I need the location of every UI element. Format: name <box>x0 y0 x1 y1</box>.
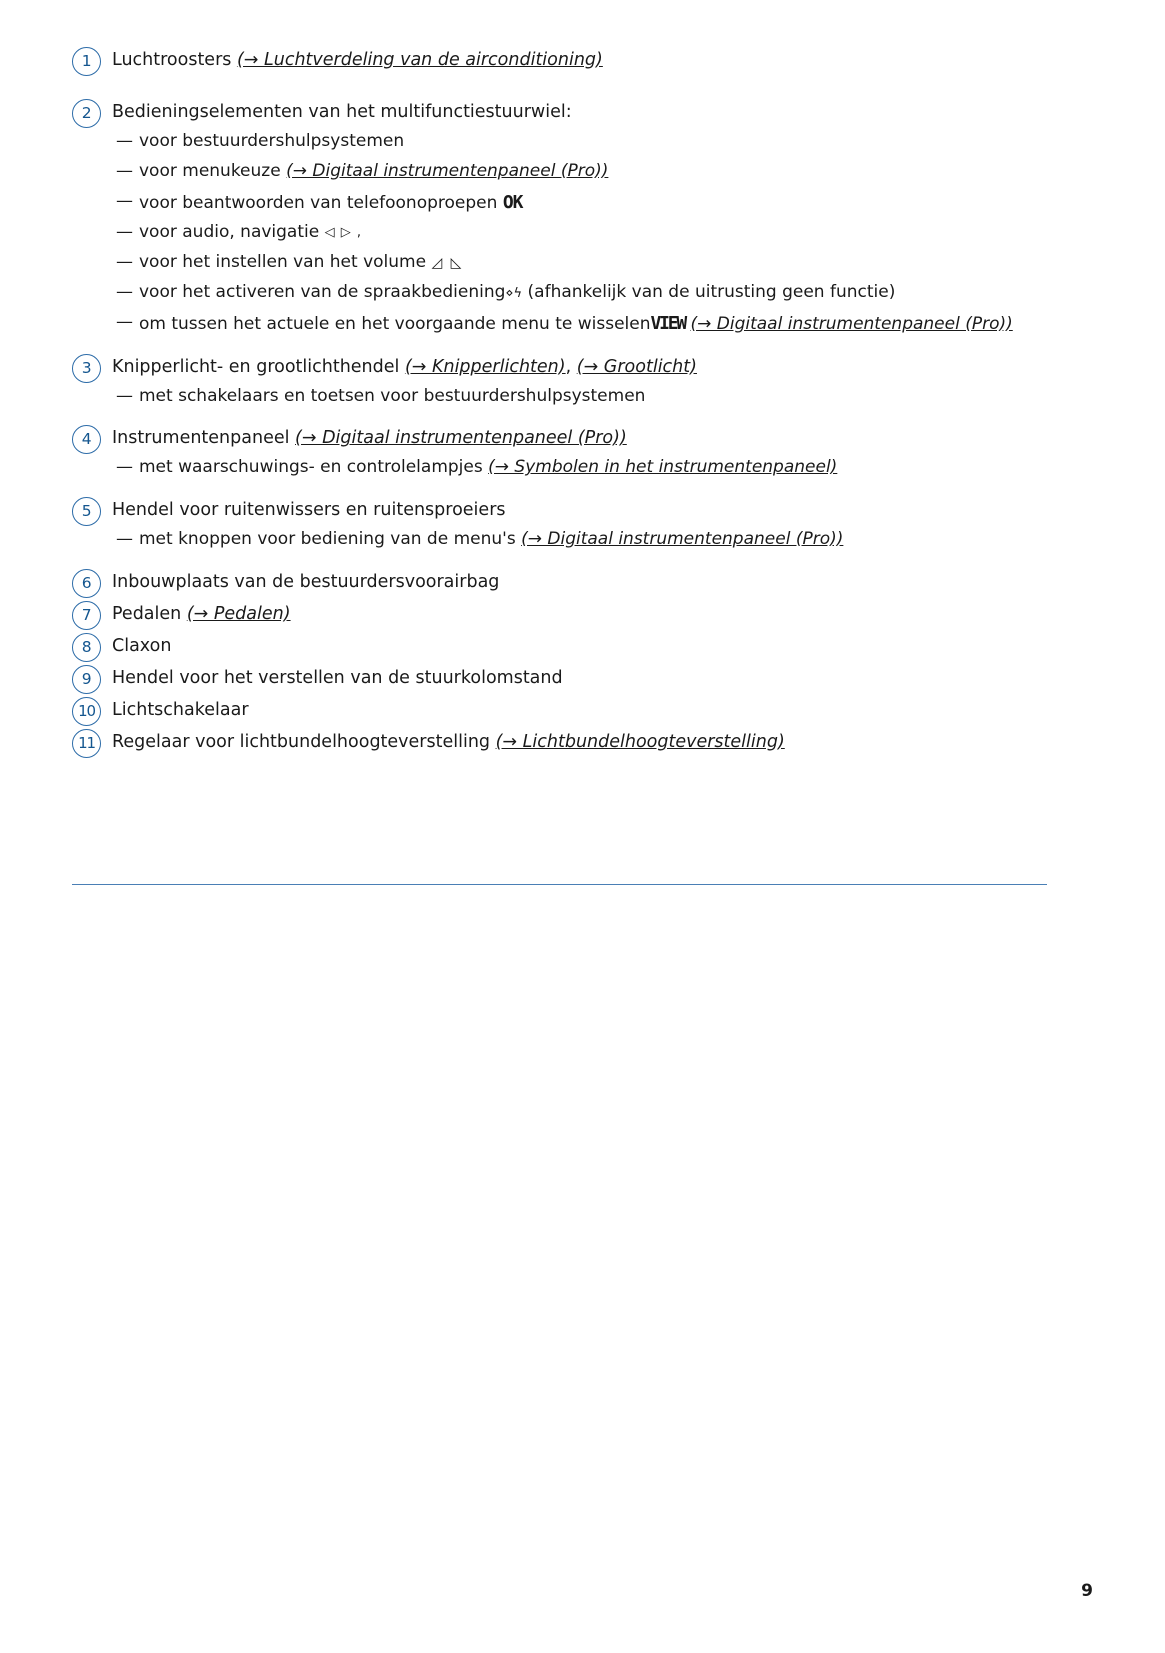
separator: , <box>565 356 577 377</box>
dash-marker: — <box>116 190 133 211</box>
list-item <box>72 496 1092 526</box>
item-number-badge: 7 <box>72 601 101 630</box>
item-number-badge: 1 <box>72 47 101 76</box>
list-item <box>72 568 1092 598</box>
sub-item <box>116 251 1092 275</box>
sub-item-text <box>139 190 523 216</box>
sub-item-text <box>139 528 843 552</box>
page-number: 9 <box>1081 1581 1093 1601</box>
item-number-badge: 4 <box>72 425 101 454</box>
sub-item-label: voor het activeren van de spraakbediening <box>139 281 506 302</box>
item-text <box>112 46 603 73</box>
sub-item-label: voor het instellen van het volume <box>139 252 432 273</box>
item-label: Hendel voor het verstellen van de stuurkolomstand <box>112 667 563 688</box>
sub-item-text <box>139 251 463 275</box>
dash-marker: — <box>116 457 133 478</box>
item-label: Bedieningselementen van het multifunctiestuurwiel: <box>112 102 572 122</box>
sub-item-text <box>139 385 645 409</box>
cross-reference-link[interactable]: (→ Digitaal instrumentenpaneel (Pro)) <box>521 529 844 550</box>
item-text <box>112 353 697 380</box>
sub-item-label: voor audio, navigatie <box>139 222 325 243</box>
sub-item <box>116 190 1092 216</box>
item-text <box>112 632 171 659</box>
item-text <box>112 728 785 755</box>
sub-item <box>116 160 1092 184</box>
cross-reference-link[interactable]: (→ Luchtverdeling van de airconditioning) <box>236 50 603 70</box>
item-number-badge: 8 <box>72 633 101 662</box>
sub-item <box>116 130 1092 154</box>
item-text <box>112 696 249 723</box>
cross-reference-link[interactable]: (→ Digitaal instrumentenpaneel (Pro)) <box>295 428 627 449</box>
dash-marker: — <box>116 311 133 332</box>
sub-item-label: met schakelaars en toetsen voor bestuurdershulpsystemen <box>139 385 646 406</box>
sub-item <box>116 456 1092 480</box>
list-item <box>72 98 1092 128</box>
cross-reference-link[interactable]: (→ Digitaal instrumentenpaneel (Pro)) <box>690 313 1013 334</box>
cross-reference-link[interactable]: (→ Lichtbundelhoogteverstelling) <box>495 731 785 752</box>
list-item <box>72 664 1092 694</box>
dash-marker: — <box>116 131 133 151</box>
sub-item <box>116 528 1092 552</box>
cross-reference-link[interactable]: (→ Symbolen in het instrumentenpaneel) <box>488 457 838 478</box>
cross-reference-link-2[interactable]: (→ Grootlicht) <box>576 356 697 377</box>
item-label: Pedalen <box>112 603 187 624</box>
ok-button-icon: OK <box>502 191 523 213</box>
item-label: Regelaar voor lichtbundelhoogteverstelling <box>112 731 496 752</box>
cross-reference-link[interactable]: (→ Knipperlichten) <box>404 356 566 377</box>
list-item <box>72 696 1092 726</box>
dash-marker: — <box>116 222 133 243</box>
sub-item-label: met knoppen voor bediening van de menu's <box>139 529 522 550</box>
sub-item-text <box>139 456 837 480</box>
item-number-badge: 11 <box>72 729 101 758</box>
sub-item <box>116 385 1092 409</box>
dash-marker: — <box>116 252 133 273</box>
track-skip-icon: ◁ ▷ , <box>324 225 363 241</box>
sub-item-label: voor menukeuze <box>139 160 287 181</box>
sub-item-text <box>139 281 895 305</box>
item-label: Luchtroosters <box>112 50 237 70</box>
cross-reference-link[interactable]: (→ Pedalen) <box>186 603 291 624</box>
item-label: Lichtschakelaar <box>112 699 249 720</box>
item-text <box>112 98 572 125</box>
sub-item-text <box>139 160 608 184</box>
sub-item <box>116 281 1092 305</box>
view-button-icon: VIEW <box>650 312 686 334</box>
item-label: Knipperlicht- en grootlichthendel <box>112 356 405 377</box>
item-number-badge: 2 <box>72 99 101 128</box>
item-number-badge: 5 <box>72 497 101 526</box>
item-number-badge: 6 <box>72 569 101 598</box>
item-label: Claxon <box>112 635 172 656</box>
footer-divider <box>72 884 1047 885</box>
list-item <box>72 600 1092 630</box>
item-text <box>112 664 563 691</box>
item-label: Hendel voor ruitenwissers en ruitensproeiers <box>112 500 506 521</box>
sub-item <box>116 311 1092 337</box>
dash-marker: — <box>116 160 133 181</box>
list-item <box>72 728 1092 758</box>
sub-item-note: (afhankelijk van de uitrusting geen functie) <box>522 281 896 302</box>
item-text <box>112 568 499 595</box>
item-number-badge: 9 <box>72 665 101 694</box>
sub-item-text <box>139 311 1013 337</box>
dash-marker: — <box>116 281 133 302</box>
list-item <box>72 424 1092 454</box>
item-label: Inbouwplaats van de bestuurdersvoorairbag <box>112 571 500 592</box>
sub-item-text <box>139 130 404 154</box>
sub-item <box>116 221 1092 245</box>
sub-item-text <box>139 221 362 245</box>
sub-item-label: om tussen het actuele en het voorgaande menu te wisselen <box>139 313 651 334</box>
item-label: Instrumentenpaneel <box>112 428 296 449</box>
list-item <box>72 353 1092 383</box>
item-number-badge: 10 <box>72 697 101 726</box>
item-text <box>112 600 291 627</box>
dash-marker: — <box>116 385 133 406</box>
list-item <box>72 632 1092 662</box>
item-number-badge: 3 <box>72 354 101 383</box>
sub-item-label: voor beantwoorden van telefoonoproepen <box>139 192 503 213</box>
legend-list <box>72 46 1092 762</box>
list-item <box>72 46 1092 76</box>
sub-item-label: met waarschuwings- en controlelampjes <box>139 457 489 478</box>
volume-icon: ◿ ◺ <box>431 255 464 272</box>
item-text <box>112 424 627 451</box>
sub-item-label: voor bestuurdershulpsystemen <box>139 131 405 151</box>
voice-control-icon: ⋄ϟ <box>505 285 523 301</box>
item-text <box>112 496 506 523</box>
dash-marker: — <box>116 529 133 550</box>
cross-reference-link[interactable]: (→ Digitaal instrumentenpaneel (Pro)) <box>286 160 609 181</box>
